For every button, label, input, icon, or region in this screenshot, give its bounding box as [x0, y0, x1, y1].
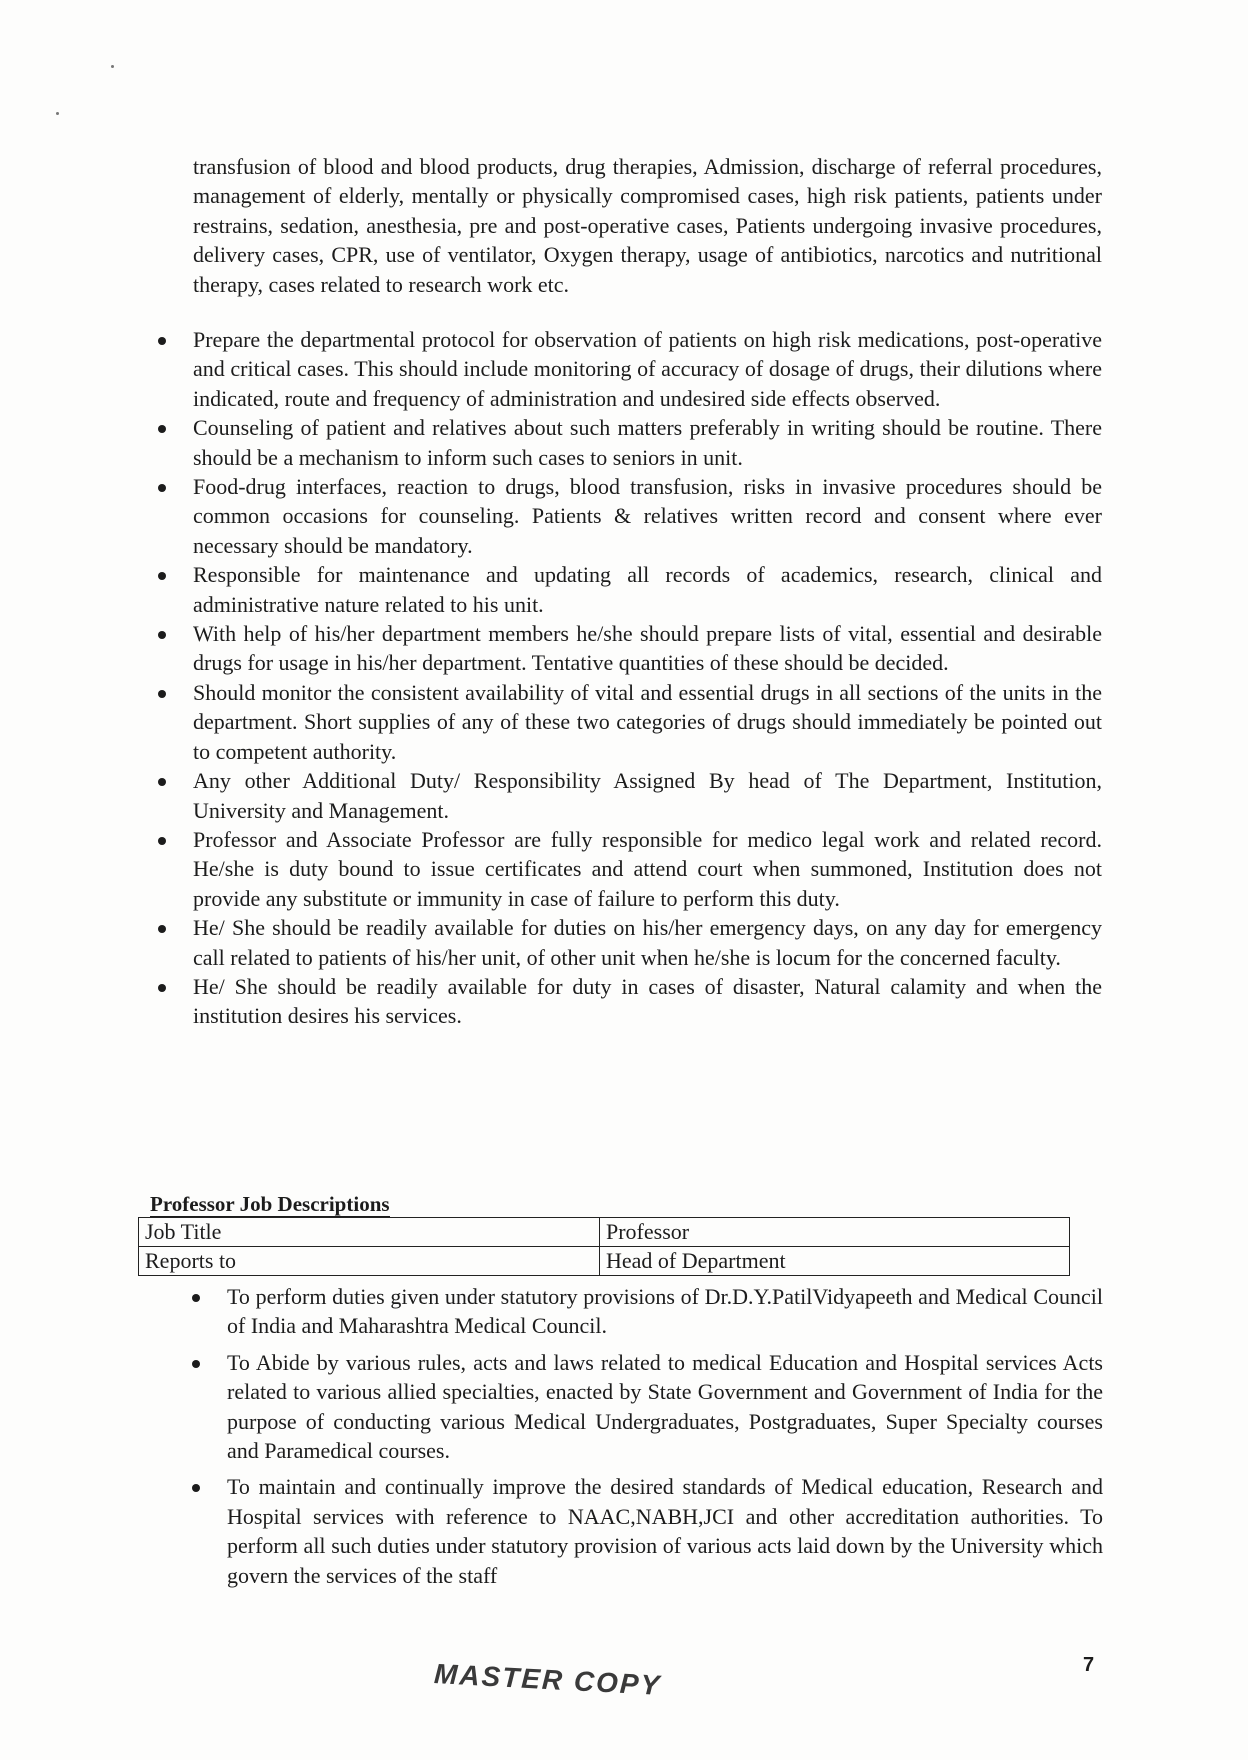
duties-list — [227, 1282, 1103, 1590]
list-item-text: To Abide by various rules, acts and laws related to medical Education and Hospital services Acts related to various allied specialties, enacted by State Government and Government of India for the purpose of conducting various Medical Undergraduates, Postgraduates, Super Specialty courses and Paramedical courses. — [227, 1349, 1103, 1464]
section-heading-text: Professor Job Descriptions — [150, 1192, 390, 1216]
list-item — [193, 560, 1102, 619]
bullet-icon — [158, 484, 166, 492]
list-item — [193, 619, 1102, 678]
bullet-icon — [158, 631, 166, 639]
list-item-text: To perform duties given under statutory provisions of Dr.D.Y.PatilVidyapeeth and Medical Council of India and Maharashtra Medical Council. — [227, 1284, 1103, 1339]
list-item-text: Counseling of patient and relatives about such matters preferably in writing should be routine. There should be a mechanism to inform such cases to seniors in unit. — [193, 415, 1102, 470]
bullet-icon — [192, 1484, 200, 1492]
list-item — [227, 1282, 1103, 1341]
list-item — [193, 472, 1102, 560]
bullet-icon — [158, 778, 166, 786]
bullet-icon — [158, 572, 166, 580]
bullet-icon — [158, 925, 166, 933]
list-item-text: Professor and Associate Professor are fully responsible for medico legal work and related record. He/she is duty bound to issue certificates and attend court when summoned, Institution does not provide any substitute or immunity in case of failure to perform this duty. — [193, 826, 1102, 911]
page-number: 7 — [1083, 1654, 1095, 1676]
list-item — [227, 1472, 1103, 1590]
bullet-icon — [158, 337, 166, 345]
table-row — [139, 1218, 1070, 1247]
scan-speck — [111, 65, 114, 68]
list-item-text: Should monitor the consistent availability of vital and essential drugs in all sections of the units in the department. Short supplies of any of these two categories of drugs should immediately be pointed out to competent authority. — [193, 679, 1102, 764]
job-info-table — [138, 1217, 1070, 1276]
bullet-icon — [158, 425, 166, 433]
list-item — [193, 825, 1102, 913]
bullet-icon — [192, 1360, 200, 1368]
bullet-icon — [158, 837, 166, 845]
list-item — [227, 1348, 1103, 1466]
list-item — [193, 413, 1102, 472]
bullet-icon — [158, 690, 166, 698]
list-item — [193, 766, 1102, 825]
list-item-text: Food-drug interfaces, reaction to drugs, blood transfusion, risks in invasive procedures should be common occasions for counseling. Patients & relatives written record and consent where ever necessary should be mandatory. — [193, 474, 1102, 558]
responsibilities-list — [193, 325, 1102, 1031]
list-item-text: He/ She should be readily available for duties on his/her emergency days, on any day for emergency call related to patients of his/her unit, of other unit when he/she is locum for the concerned faculty. — [193, 915, 1102, 970]
table-cell-value: Head of Department — [600, 1247, 1070, 1276]
list-item-text: Prepare the departmental protocol for observation of patients on high risk medications, post-operative and critical cases. This should include monitoring of accuracy of dosage of drugs, their dilutions where indicated, route and frequency of administration and undesired side effects observed. — [193, 327, 1102, 411]
list-item — [193, 913, 1102, 972]
table-cell-label: Reports to — [139, 1247, 600, 1276]
bullet-icon — [158, 984, 166, 992]
list-item-text: With help of his/her department members he/she should prepare lists of vital, essential and desirable drugs for usage in his/her department. Tentative quantities of these should be decided. — [193, 621, 1102, 676]
list-item — [193, 678, 1102, 766]
list-item-text: He/ She should be readily available for duty in cases of disaster, Natural calamity and when the institution desires his services. — [193, 973, 1102, 1029]
scan-speck — [56, 112, 59, 115]
intro-paragraph: transfusion of blood and blood products, drug therapies, Admission, discharge of referral procedures, management of elderly, mentally or physically compromised cases, high risk patients, patients under restrains, sedation, anesthesia, pre and post-operative cases, Patients undergoing invasive procedures, delivery cases, CPR, use of ventilator, Oxygen therapy, usage of antibiotics, narcotics and nutritional therapy, cases related to research work etc. — [193, 154, 1102, 297]
list-item — [193, 972, 1102, 1031]
list-item-text: Any other Additional Duty/ Responsibility Assigned By head of The Department, Institution, University and Management. — [193, 768, 1102, 823]
list-item-text: To maintain and continually improve the desired standards of Medical education, Research and Hospital services with reference to NAAC,NABH,JCI and other accreditation authorities. To perform all such duties under statutory provision of various acts laid down by the University which govern the services of the staff — [227, 1474, 1103, 1588]
list-item — [193, 325, 1102, 413]
section-heading — [150, 1191, 390, 1217]
list-item-text: Responsible for maintenance and updating all records of academics, research, clinical and administrative nature related to his unit. — [193, 562, 1102, 617]
bullet-icon — [192, 1294, 200, 1302]
master-copy-stamp: MASTER COPY — [433, 1658, 663, 1701]
table-cell-value: Professor — [600, 1218, 1070, 1247]
table-cell-label: Job Title — [139, 1218, 600, 1247]
table-row — [139, 1247, 1070, 1276]
